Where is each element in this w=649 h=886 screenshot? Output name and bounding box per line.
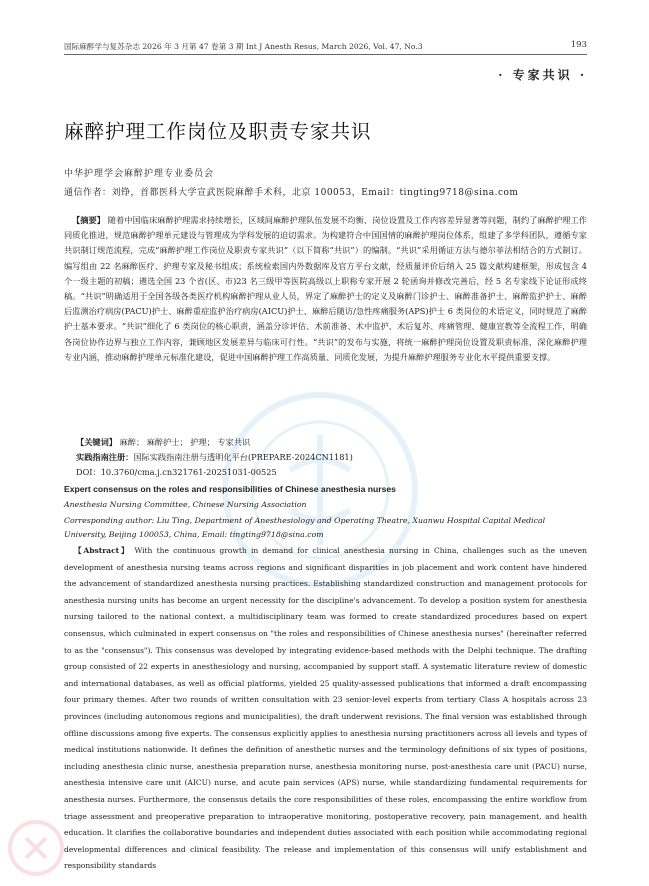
keywords-chinese: 【关键词】 麻醉； 麻醉护士； 护理； 专家共识 <box>76 437 251 447</box>
abstract-label: 【摘要】 <box>72 215 106 225</box>
english-corresponding: Corresponding author: Liu Ting, Department of Anesthesiology and Operating Theatre, Xuanwu Hospital Capital Medical University, Beijing 100053, China, Email: tingting9718@sina.com <box>64 516 546 539</box>
journal-citation: 国际麻醉学与复苏杂志 2026 年 3 月第 47 卷第 3 期 Int J Anesth Resus, March 2026, Vol. 47, No.3 <box>64 42 423 51</box>
abstract-en-label: 【Abstract】 <box>74 546 131 555</box>
abstract-english <box>64 543 587 875</box>
abstract-text: 随着中国临床麻醉护理需求持续增长，区域间麻醉护理队伍发展不均衡、岗位设置及工作内容差异显著等问题，制约了麻醉护理工作同质化推进，规范麻醉护理单元建设与管理成为学科发展的迫切需求。为构建符合中国国情的麻醉护理岗位体系，组建了多学科团队，遵循专家共识制订规范流程，完成“麻醉护理工作岗位及职责专家共识”（以下简称“共识”）的编制。“共识”采用循证方法与德尔菲法相结合的方式制订。编写组由 22 名麻醉医疗、护理专家及秘书组成；系统检索国内外数据库及官方平台文献，经质量评价后纳入 25 篇文献构建框架，形成包含 4 个一级主题的初稿；遴选全国 23 个省(区、市)23 名三级甲等医院高级以上职称专家开展 2 轮函询并修改完善后，经 5 名专家线下论证形成终稿。“共识”明确适用于全国各级各类医疗机构麻醉护理从业人员，界定了麻醉护士的定义及麻醉门诊护士、麻醉准备护士、麻醉监护护士、麻醉后监测治疗病房(PACU)护士、麻醉重症监护治疗病房(AICU)护士、麻醉后随访/急性疼痛服务(APS)护士 6 类岗位的术语定义，同时规范了麻醉护士基本要求。“共识”细化了 6 类岗位的核心职责，涵盖分诊评估、术前准备、术中监护、术后复苏、疼痛管理、健康宣教等全流程工作，明确各岗位协作边界与独立工作内容，兼顾地区发展差异与临床可行性。“共识”的发布与实施，将统一麻醉护理岗位设置及职责标准，深化麻醉护理专业内涵，推动麻醉护理单元标准化建设，促进中国麻醉护理工作高质量、同质化发展，为提升麻醉护理服务专业化水平提供重要支撑。 <box>64 215 587 362</box>
red-seal-stamp <box>6 818 66 878</box>
running-header <box>64 40 587 55</box>
abstract-en-text: With the continuous growth in demand for clinical anesthesia nursing in China, challenges such as the uneven development of anesthesia nursing teams across regions and significant disparities in job placement and work content have hindered the advancement of standardized anesthesia nursing practices. Establishing standardized construction and management protocols for anesthesia nursing units has become an urgent necessity for the discipline's advancement. To develop a position system for anesthesia nursing tailored to the national context, a multidisciplinary team was formed to create standardized procedures based on expert consensus, which culminated in expert consensus on "the roles and responsibilities of Chinese anesthesia nurses" (hereinafter referred to as the "consensus"). This consensus was developed by integrating evidence-based methods with the Delphi technique. The drafting group consisted of 22 experts in anesthesiology and nursing, accompanied by support staff. A systematic literature review of domestic and international databases, as well as official platforms, yielded 25 quality-assessed publications that informed a draft encompassing four primary themes. After two rounds of written consultation with 23 senior-level experts from tertiary Class A hospitals across 23 provinces (including autonomous regions and municipalities), the draft underwent revisions. The final version was established through offline discussions among five experts. The consensus explicitly applies to anesthesia nursing practitioners across all levels and types of medical institutions nationwide. It defines the definition of anesthetic nurses and the terminology definitions of six types of positions, including anesthesia clinic nurse, anesthesia preparation nurse, anesthesia monitoring nurse, post-anesthesia care unit (PACU) nurse, anesthesia intensive care unit (AICU) nurse, and acute pain services (APS) nurse, while standardizing fundamental requirements for anesthesia nurses. Furthermore, the consensus details the core responsibilities of these roles, encompassing the entire workflow from triage assessment and preoperative preparation to intraoperative monitoring, postoperative recovery, pain management, and health education. It clarifies the collaborative boundaries and independent duties associated with each position while accommodating regional developmental differences and clinical feasibility. The release and implementation of this consensus will unify establishment and responsibility standards <box>64 546 587 871</box>
abstract-chinese <box>64 213 587 365</box>
english-authors: Anesthesia Nursing Committee, Chinese Nursing Association <box>64 500 307 509</box>
author-organization: 中华护理学会麻醉护理专业委员会 <box>64 169 215 179</box>
english-title: Expert consensus on the roles and responsibilities of Chinese anesthesia nurses <box>64 484 396 494</box>
article-title: 麻醉护理工作岗位及职责专家共识 <box>64 120 372 143</box>
corresponding-author: 通信作者：刘铮，首都医科大学宣武医院麻醉手术科，北京 100053，Email：tingting9718@sina.com <box>64 188 519 198</box>
page-number: 193 <box>570 40 587 50</box>
section-label: · 专家共识 · <box>498 68 587 82</box>
doi: DOI：10.3760/cma.j.cn321761-20251031-00525 <box>76 467 277 477</box>
guideline-registration: 实践指南注册：国际实践指南注册与透明化平台(PREPARE-2024CN1181) <box>76 452 353 462</box>
